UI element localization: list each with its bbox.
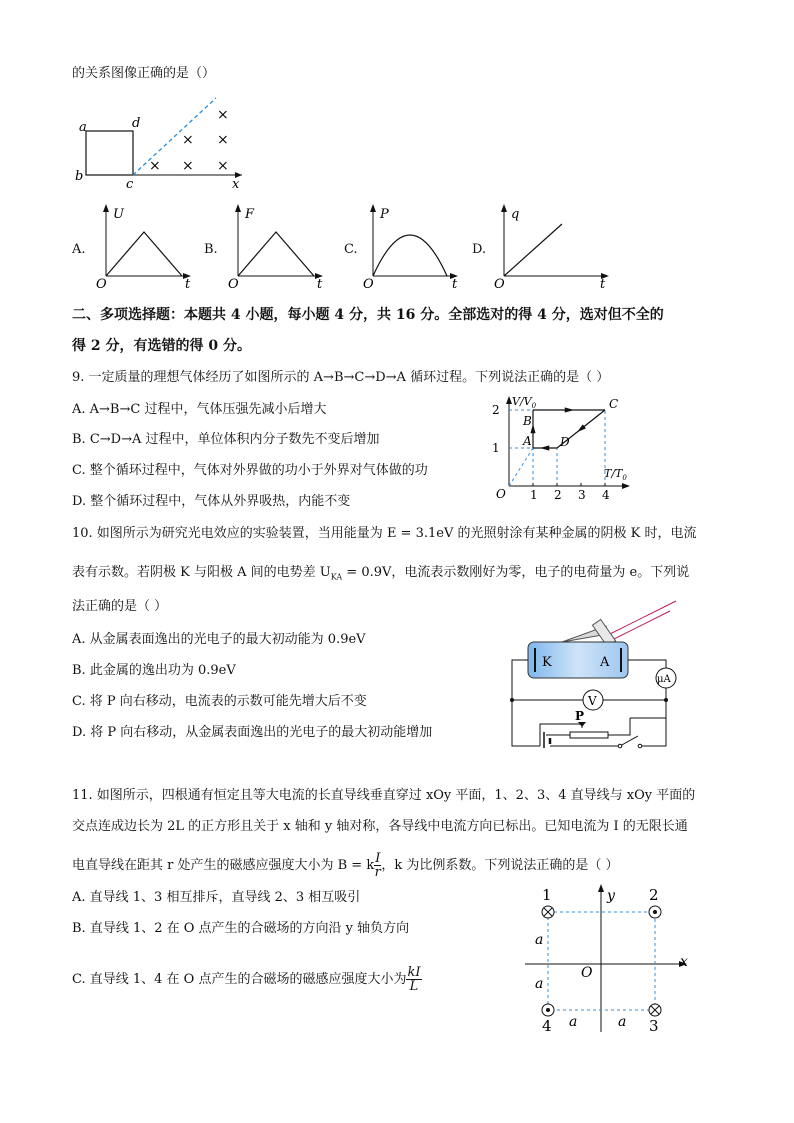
q10-option-a: A. 从金属表面逸出的光电子的最大初动能为 0.9eV [72,632,366,647]
svg-text:y: y [607,888,615,904]
cycle-arrow [565,407,574,412]
q8-stem-tail: 的关系图像正确的是（） [72,66,216,81]
slider-p-label: P [575,709,585,723]
point-label-d: D [560,435,570,449]
q9-option-b: B. C→D→A 过程中，单位体积内分子数先不变后增加 [72,432,380,447]
q11-option-b: B. 直导线 1、2 在 O 点产生的合磁场的方向沿 y 轴负方向 [72,921,410,936]
label-d: d [132,116,141,131]
point-label-c: C [609,397,619,411]
q9-vt-graph [486,392,634,512]
svg-text:T/T0: $T/T_0$ [604,467,627,482]
x-tick-label: 2 [554,488,562,502]
wire-4-label: 4 [542,1017,552,1035]
svg-text:V/V0: $V/V_0$ [512,395,537,410]
q10-line1: 10. 如图所示为研究光电效应的实验装置，当用能量为 E = 3.1eV 的光照射涂有某种金属的阴极 K 时，电流 [72,526,697,541]
svg-text:O: O [228,277,239,292]
svg-text:O: O [496,487,506,501]
q10-option-c: C. 将 P 向右移动，电流表的示数可能先增大后不变 [72,694,367,709]
q9-option-a: A. A→B→C 过程中，气体压强先减小后增大 [72,402,327,417]
q10-line2: 表有示数。若阴极 K 与阳极 A 间的电势差 $U_{KA} = 0.9V$，电流表示数刚好为零，电子的电荷量为 e。下列说 [72,565,690,582]
svg-text:P: P [380,207,389,222]
q10-photoelectric-circuit [500,598,690,758]
magnetic-field-crosses [149,107,229,174]
svg-text:t: t [452,277,458,292]
svg-text:a: a [535,932,544,948]
q8-option-b-graph [228,204,323,292]
section2-heading-line1: 二、多项选择题：本题共 4 小题，每小题 4 分，共 16 分。全部选对的得 4 分，选对但不全的 [72,307,664,323]
ammeter-label: μA [657,674,671,685]
q10-line3: 法正确的是（ ） [72,599,168,614]
svg-text:a: a [535,976,544,992]
svg-text:x: x [680,954,688,970]
label-a: a [79,120,87,135]
label-c: c [126,177,134,192]
svg-text:×: × [217,158,229,174]
q8-option-d-label: D. [472,242,487,257]
x-tick-label: 3 [578,488,586,502]
q8-option-c-label: C. [344,242,358,257]
label-x: x [232,177,240,192]
voltmeter-label: V [588,694,597,708]
q9-stem: 9. 一定质量的理想气体经历了如图所示的 A→B→C→D→A 循环过程。下列说法正确的是（ ） [72,370,610,385]
svg-text:×: × [217,107,229,123]
y-tick-label: 2 [492,403,500,417]
point-label-a: A [523,434,532,448]
svg-text:a: a [618,1014,627,1030]
q11-line3: 电直导线在距其 r 处产生的磁感应强度大小为 B = k $\frac{I}{r}$ ，k 为比例系数。下列说法正确的是（ ） [72,851,619,880]
cathode-label: K [542,655,552,670]
wire-3-label: 3 [649,1017,659,1035]
svg-text:×: × [182,158,194,174]
q8-option-a-graph [96,204,191,292]
q9-option-c: C. 整个循环过程中，气体对外界做的功小于外界对气体做的功 [72,463,428,478]
label-b: b [75,169,84,184]
q8-figure [70,100,260,195]
q11-line1: 11. 如图所示，四根通有恒定且等大电流的长直导线垂直穿过 xOy 平面，1、2、3、4 直导线与 xOy 平面的 [72,788,696,803]
svg-text:q: q [511,207,520,222]
q10-option-b: B. 此金属的逸出功为 0.9eV [72,663,236,678]
wire-1-label: 1 [542,886,552,904]
q11-line2: 交点连成边长为 2L 的正方形且关于 x 轴和 y 轴对称，各导线中电流方向已标出。已知电流为 I 的无限长通 [72,819,688,834]
wire-2-label: 2 [649,886,659,904]
q11-wires-figure [515,882,705,1034]
x-tick-label: 4 [602,488,610,502]
cycle-arrow [540,445,549,450]
q8-option-d-graph [494,204,609,292]
svg-text:O: O [581,965,593,981]
svg-text:O: O [96,277,107,292]
svg-text:t: t [317,277,323,292]
svg-text:t: t [185,277,191,292]
x-tick-label: 1 [530,488,538,502]
anode-label: A [600,655,610,670]
svg-text:a: a [569,1014,578,1030]
svg-text:t: t [600,277,606,292]
section2-heading-line2: 得 2 分，有选错的得 0 分。 [72,338,251,354]
q8-option-a-label: A. [72,242,86,257]
q11-option-a-text: A. 直导线 1、3 相互排斥，直导线 2、3 相互吸引 [72,890,361,905]
q10-option-d: D. 将 P 向右移动，从金属表面逸出的光电子的最大初动能增加 [72,725,433,740]
q8-option-b-label: B. [204,242,218,257]
q9-option-d: D. 整个循环过程中，气体从外界吸热，内能不变 [72,494,351,509]
svg-text:×: × [149,158,161,174]
svg-text:O: O [494,277,505,292]
svg-text:×: × [182,132,194,148]
point-label-b: B [523,414,532,428]
svg-text:O: O [363,277,374,292]
q8-option-c-graph [363,204,458,292]
svg-text:U: U [113,207,124,222]
q11-option-c: C. 直导线 1、4 在 O 点产生的合磁场的磁感应强度大小为 $\frac{kI}{L}$ [72,965,421,994]
y-tick-label: 1 [492,441,500,455]
origin-guide [509,448,533,486]
svg-text:F: F [245,207,255,222]
svg-text:×: × [217,132,229,148]
